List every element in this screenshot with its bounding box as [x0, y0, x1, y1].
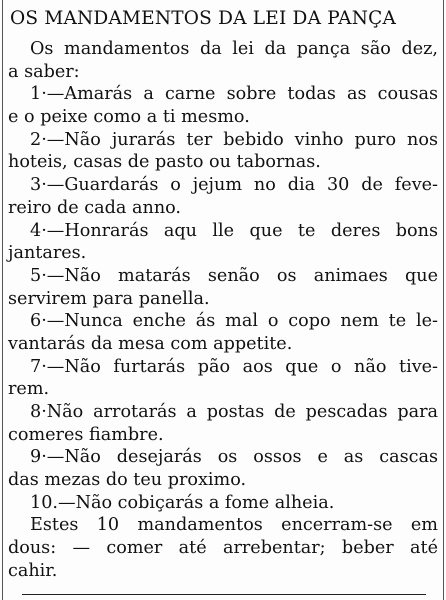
article-line: reiro de cada anno. [8, 197, 182, 218]
article-line: Os mandamentos da lei da pança são dez, [30, 39, 438, 59]
article-line: 4·—Honrarás aqu lle que te deres bons [30, 220, 438, 241]
article-line: 7·—Não furtarás pão aos que o não tive- [30, 356, 438, 377]
article-line: cahir. [8, 560, 58, 581]
article-line: jantares. [8, 243, 87, 264]
article-line: a saber: [8, 61, 80, 82]
article-line: 8·Não arrotarás a postas de pescadas para [30, 402, 438, 422]
article-title: OS MANDAMENTOS DA LEI DA PANÇA [10, 8, 397, 29]
article-line: hoteis, casas de pasto ou tabornas. [8, 152, 321, 173]
article-line: comeres fiambre. [8, 424, 164, 445]
article-line: 1·—Amarás a carne sobre todas as cousas [30, 84, 438, 105]
article-line: e o peixe como a ti mesmo. [8, 107, 250, 128]
article-line: 6·—Nunca enche ás mal o copo nem te le- [30, 311, 438, 332]
article-line: 9·—Não desejarás os ossos e as cascas [30, 447, 438, 468]
article-line: 3·—Guardarás o jejum no dia 30 de feve- [30, 175, 438, 196]
article-line: Estes 10 mandamentos encerram-se em [30, 515, 438, 536]
article-line: servirem para panella. [8, 288, 210, 309]
bottom-rule [22, 594, 426, 595]
article-line: dous: — comer até arrebentar; beber até [8, 538, 438, 559]
article-line: 10.—Não cobiçarás a fome alheia. [30, 492, 335, 513]
article-line: das mezas do teu proximo. [8, 470, 247, 491]
article-line: 2·—Não jurarás ter bebido vinho puro nos [30, 129, 438, 150]
article-line: rem. [8, 379, 50, 400]
column-rule-right [443, 0, 444, 600]
article-line: 5·—Não matarás senão os animaes que [30, 265, 438, 286]
column-rule-left [2, 0, 3, 600]
article-line: vantarás da mesa com appetite. [8, 333, 293, 354]
article-body [8, 38, 438, 583]
